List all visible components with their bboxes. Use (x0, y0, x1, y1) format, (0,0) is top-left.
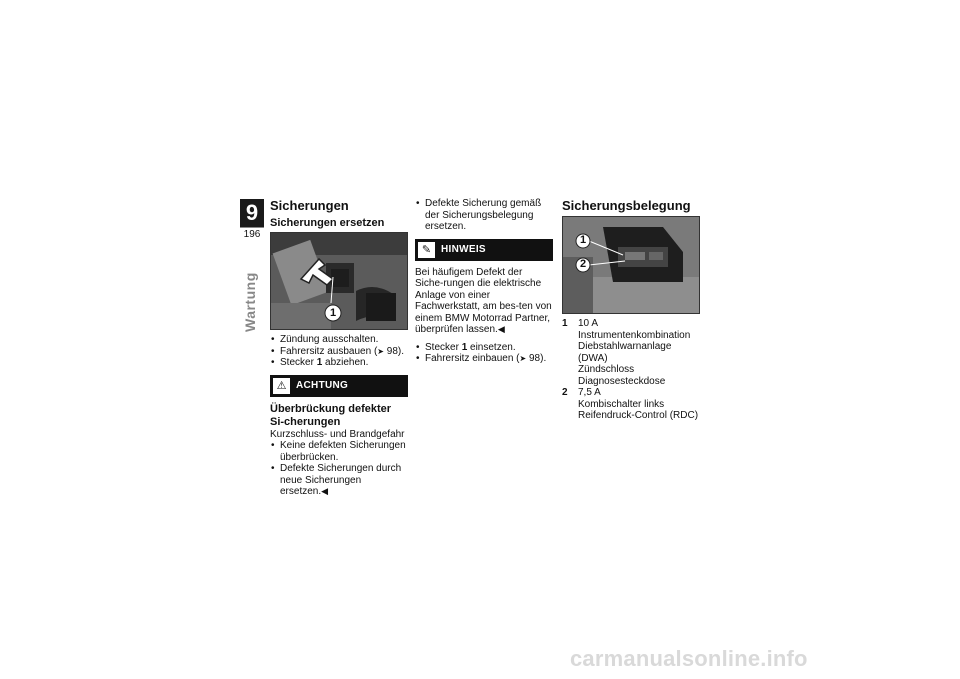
chapter-number-badge: 9 (240, 199, 264, 227)
connector-photo (270, 232, 408, 330)
fuse-box-photo (562, 216, 700, 314)
chapter-title: Wartung (242, 272, 258, 332)
end-mark-icon: ◀ (497, 324, 505, 334)
page-number: 196 (240, 227, 264, 240)
step-ignition-off: • Zündung ausschalten. (270, 334, 408, 346)
caution-item: • Keine defekten Sicherungen überbrücken. (270, 440, 408, 463)
caution-banner (270, 375, 408, 397)
watermark: carmanualsonline.info (570, 646, 808, 671)
wrench-note-icon: ✎ (418, 242, 435, 258)
replace-steps (270, 334, 408, 369)
fuse-list (562, 318, 704, 422)
note-label: HINWEIS (441, 244, 486, 255)
caution-label: ACHTUNG (296, 380, 349, 391)
section-title: Sicherungen (270, 198, 349, 213)
column-middle (415, 198, 553, 365)
column-left (270, 198, 408, 498)
step-disconnect-plug: • Stecker 1 abziehen. (270, 357, 408, 369)
caution-heading: Überbrückung defekter Si-cherungen (270, 402, 392, 428)
caution-items (270, 440, 408, 498)
fuse-item: 1 10 A Instrumentenkombination Diebstahlwarnanlage (DWA) Zündschloss Diagnosesteckdose (562, 318, 691, 387)
wrench-warning-icon: ⚠ (273, 378, 290, 394)
step-replace-fuse: • Defekte Sicherung gemäß der Sicherungsbelegung ersetzen. (415, 198, 553, 233)
note-text: Bei häufigem Defekt der Siche-rungen die elektrische Anlage von einer Fachwerkstatt, am bes-ten von einem BMW Motorrad Partner, überprüfen lassen.◀ (415, 266, 552, 335)
step-insert-plug: • Stecker 1 einsetzen. (415, 342, 553, 354)
fuse-item: 2 7,5 A Kombischalter links Reifendruck-Control (RDC) (562, 387, 699, 421)
subsection-title-replace: Sicherungen ersetzen (270, 217, 385, 229)
photo-callout-2: 2 (579, 258, 587, 270)
replace-continued (415, 198, 553, 233)
install-steps (415, 342, 553, 365)
fuse-assignment-title: Sicherungsbelegung (562, 198, 691, 213)
photo-callout-1: 1 (329, 307, 337, 319)
step-install-seat: • Fahrersitz einbauen (➤ 98). (415, 353, 553, 365)
photo-callout-1: 1 (579, 234, 587, 246)
caution-subtext: Kurzschluss- und Brandgefahr (270, 428, 405, 440)
page-reference-arrow-icon: ➤ (519, 354, 527, 363)
end-mark-icon: ◀ (321, 486, 329, 496)
step-remove-seat: • Fahrersitz ausbauen (➤ 98). (270, 346, 408, 358)
page-reference-arrow-icon: ➤ (377, 346, 384, 356)
column-right (562, 198, 704, 422)
note-banner (415, 239, 553, 261)
caution-item: • Defekte Sicherungen durch neue Sicherungen ersetzen.◀ (270, 463, 408, 498)
